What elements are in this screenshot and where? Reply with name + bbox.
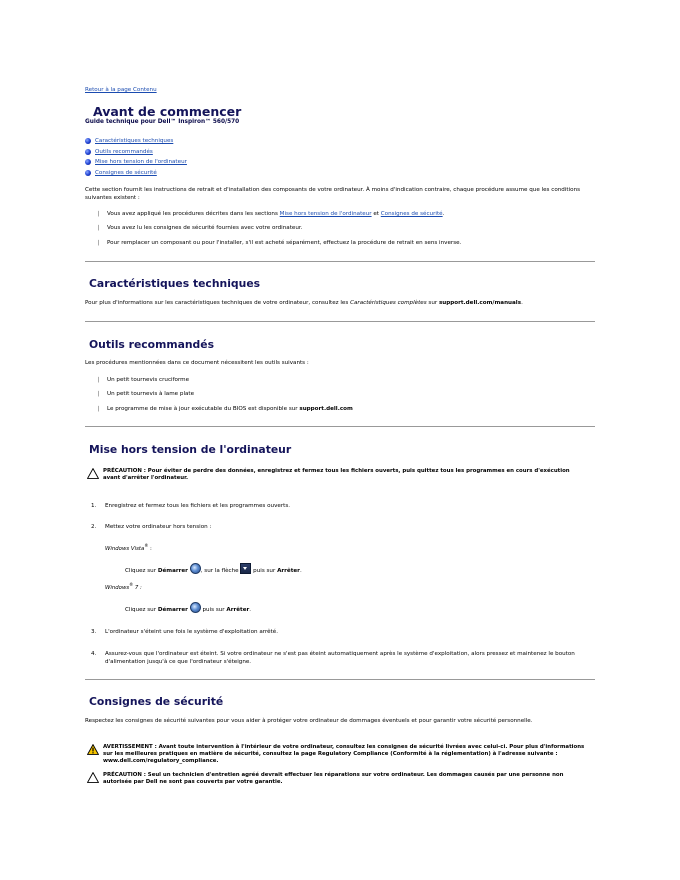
section-heading-tools: Outils recommandés bbox=[89, 338, 215, 351]
windows-start-icon bbox=[190, 563, 201, 574]
specs-text: . bbox=[521, 300, 523, 306]
page-subtitle: Guide technique pour Dell™ Inspiron™ 560/570 bbox=[85, 119, 240, 125]
bullet-icon bbox=[85, 159, 91, 165]
section-divider bbox=[85, 426, 595, 427]
os-label-win7 bbox=[105, 581, 142, 592]
toc-item[interactable] bbox=[85, 147, 187, 158]
toc-link-shutdown[interactable]: Mise hors tension de l'ordinateur bbox=[95, 159, 187, 166]
list-text: et bbox=[371, 211, 381, 217]
toc-link-tools[interactable]: Outils recommandés bbox=[95, 148, 153, 155]
instruction-text: . bbox=[249, 607, 252, 613]
intro-paragraph: Cette section fournit les instructions de retrait et d'installation des composants de votre ordinateur. À moins d'indication contraire, chaque procédure assume que les conditions suivantes existent : bbox=[85, 187, 581, 201]
caution-icon bbox=[87, 772, 99, 783]
list-text: Pour remplacer un composant ou pour l'installer, s'il est acheté séparément, effectuez la procédure de retrait en sens inverse. bbox=[107, 240, 462, 246]
toc-item[interactable] bbox=[85, 136, 187, 147]
shutdown-label: Arrêter bbox=[226, 607, 250, 613]
link-safety[interactable]: Consignes de sécurité bbox=[380, 211, 443, 217]
caution-text: PRÉCAUTION : Pour éviter de perdre des données, enregistrez et fermez tous les fichiers ouverts, puis quittez tous les programmes en cours d'exécution avant d'arrêter l'ordinateur. bbox=[103, 468, 570, 481]
list-text: Le programme de mise à jour exécutable du BIOS est disponible sur bbox=[107, 406, 300, 412]
caution-text: PRÉCAUTION : Seul un technicien d'entretien agréé devrait effectuer les réparations sur votre ordinateur. Les dommages causés par une personne non autorisée par Dell ne sont pas couverts par votre garantie. bbox=[103, 772, 564, 785]
shutdown-label: Arrêter bbox=[277, 568, 300, 574]
bullet-icon bbox=[85, 149, 91, 155]
step-text: L'ordinateur s'éteint une fois le système d'exploitation arrêté. bbox=[105, 629, 278, 635]
registered-mark: ® bbox=[144, 543, 149, 548]
specs-text: Pour plus d'informations sur les caractéristiques techniques de votre ordinateur, consultez les bbox=[85, 300, 351, 306]
list-text: Vous avez lu les consignes de sécurité fournies avec votre ordinateur. bbox=[107, 225, 303, 231]
step-number: 3. bbox=[91, 629, 97, 635]
list-bullet: ❘ bbox=[96, 391, 101, 397]
caution-note bbox=[87, 468, 587, 484]
list-bullet: ❘ bbox=[96, 211, 101, 217]
os-version: 7 : bbox=[133, 584, 142, 591]
page-title: Avant de commencer bbox=[93, 104, 242, 119]
specs-text: sur bbox=[426, 300, 439, 306]
caution-icon bbox=[87, 468, 99, 479]
os-name: Windows bbox=[105, 584, 130, 591]
windows-start-icon bbox=[190, 602, 201, 613]
section-heading-safety: Consignes de sécurité bbox=[89, 695, 224, 708]
step-number: 1. bbox=[91, 503, 97, 509]
section-heading-shutdown: Mise hors tension de l'ordinateur bbox=[89, 443, 292, 456]
warning-note bbox=[87, 744, 587, 768]
toc-link-safety[interactable]: Consignes de sécurité bbox=[95, 170, 157, 177]
list-text: Vous avez appliqué les procédures décrites dans les sections bbox=[107, 211, 280, 217]
specs-paragraph bbox=[85, 299, 595, 307]
specs-url: support.dell.com/manuals bbox=[438, 300, 522, 306]
list-bullet: ❘ bbox=[96, 225, 101, 231]
os-colon: : bbox=[148, 545, 152, 552]
list-bullet: ❘ bbox=[96, 406, 101, 412]
safety-paragraph: Respectez les consignes de sécurité suivantes pour vous aider à protéger votre ordinateur de dommages éventuels et pour garantir votre sécurité personnelle. bbox=[85, 718, 533, 724]
instruction-text: puis sur bbox=[200, 607, 227, 613]
section-divider bbox=[85, 321, 595, 322]
section-divider bbox=[85, 261, 595, 262]
section-heading-specs: Caractéristiques techniques bbox=[89, 277, 261, 290]
table-of-contents bbox=[85, 136, 187, 178]
os-name: Windows Vista bbox=[105, 545, 145, 552]
section-divider bbox=[85, 679, 595, 680]
link-shutdown[interactable]: Mise hors tension de l'ordinateur bbox=[279, 211, 372, 217]
step-text: Mettez votre ordinateur hors tension : bbox=[105, 524, 212, 530]
step-text: Assurez-vous que l'ordinateur est éteint. Si votre ordinateur ne s'est pas éteint automatiquement après le système d'exploitation, alors pressez et maintenez le bouton d'alimentation jusqu'à ce que l'ordinateur s'éteigne. bbox=[105, 651, 575, 665]
list-text: . bbox=[442, 211, 445, 217]
toc-item[interactable] bbox=[85, 168, 187, 179]
instruction-text: Cliquez sur bbox=[125, 568, 158, 574]
step-number: 2. bbox=[91, 524, 97, 530]
list-bullet: ❘ bbox=[96, 240, 101, 246]
list-text: Un petit tournevis à lame plate bbox=[107, 391, 195, 397]
list-text: Un petit tournevis cruciforme bbox=[107, 377, 190, 383]
instruction-text: , sur la flèche bbox=[200, 568, 241, 574]
step-text: Enregistrez et fermez tous les fichiers et les programmes ouverts. bbox=[105, 503, 291, 509]
bullet-icon bbox=[85, 170, 91, 176]
toc-link-specs[interactable]: Caractéristiques techniques bbox=[95, 138, 174, 145]
step-number: 4. bbox=[91, 651, 97, 657]
registered-mark: ® bbox=[129, 582, 134, 587]
warning-icon bbox=[87, 744, 99, 755]
instruction-text: . bbox=[299, 568, 302, 574]
list-bullet: ❘ bbox=[96, 377, 101, 383]
win7-instruction bbox=[125, 602, 251, 615]
arrow-icon bbox=[240, 563, 251, 574]
start-label: Démarrer bbox=[157, 607, 188, 613]
warning-text: AVERTISSEMENT : Avant toute intervention à l'intérieur de votre ordinateur, consultez les consignes de sécurité livrées avec celui-ci. Pour plus d'informations sur les meilleures pratiques en matière de sécurité, consultez la page Regulatory Compliance (Conformité à la réglementation) à l'adresse suivante : www.dell.com/regulatory_compliance. bbox=[103, 744, 585, 764]
bullet-icon bbox=[85, 138, 91, 144]
bios-url: support.dell.com bbox=[299, 406, 353, 412]
specs-doc-title: Caractéristiques complètes bbox=[350, 300, 427, 306]
back-to-contents-link[interactable]: Retour à la page Contenu bbox=[85, 87, 157, 93]
start-label: Démarrer bbox=[157, 568, 188, 574]
instruction-text: puis sur bbox=[251, 568, 278, 574]
caution-note bbox=[87, 772, 587, 788]
os-label-vista bbox=[105, 542, 152, 553]
instruction-text: Cliquez sur bbox=[125, 607, 158, 613]
toc-item[interactable] bbox=[85, 157, 187, 168]
tools-paragraph: Les procédures mentionnées dans ce document nécessitent les outils suivants : bbox=[85, 360, 309, 366]
vista-instruction bbox=[125, 563, 302, 576]
